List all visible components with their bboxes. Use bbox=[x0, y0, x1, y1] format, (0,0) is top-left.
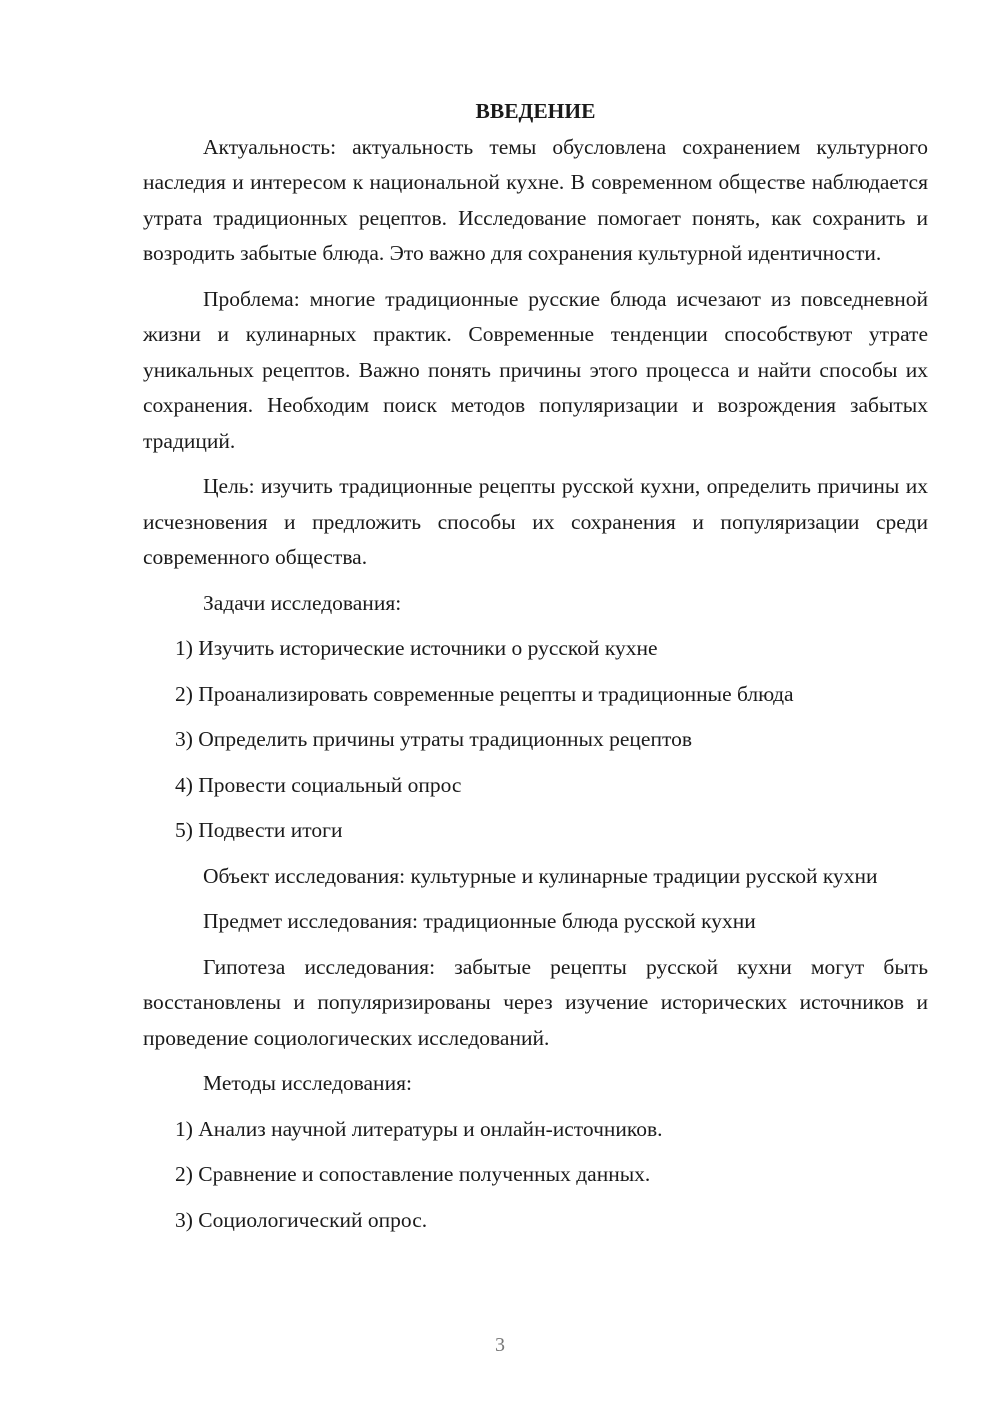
spacer bbox=[143, 459, 928, 469]
paragraph-relevance: Актуальность: актуальность темы обусловлена сохранением культурного наследия и интересом к национальной кухне. В современном обществе наблюдается утрата традиционных рецептов. Исследование помогает понять, как сохранить и возродить забытые блюда. Это важно для сохранения культурной идентичности. bbox=[143, 134, 928, 265]
paragraph-problem: Проблема: многие традиционные русские блюда исчезают из повседневной жизни и кулинарных практик. Современные тенденции способствуют утрате уникальных рецептов. Важно понять причины этого процесса и найти способы их сохранения. Необходим поиск методов популяризации и возрождения забытых традиций. bbox=[143, 286, 928, 453]
list-item-task: 2) Проанализировать современные рецепты и традиционные блюда bbox=[175, 681, 794, 706]
page-title: ВВЕДЕНИЕ bbox=[475, 99, 596, 123]
spacer bbox=[143, 894, 928, 904]
spacer bbox=[143, 1102, 928, 1112]
paragraph-subject: Предмет исследования: традиционные блюда русской кухни bbox=[203, 909, 756, 933]
paragraph-object: Объект исследования: культурные и кулинарные традиции русской кухни bbox=[203, 863, 878, 888]
spacer bbox=[143, 576, 928, 586]
list-item-method: 3) Социологический опрос. bbox=[175, 1207, 428, 1232]
page-number: 3 bbox=[495, 1334, 505, 1356]
spacer bbox=[143, 712, 928, 722]
document-page bbox=[143, 94, 928, 1238]
list-item-task: 5) Подвести итоги bbox=[175, 818, 343, 842]
tasks-heading: Задачи исследования: bbox=[203, 590, 402, 615]
spacer bbox=[143, 940, 928, 950]
spacer bbox=[143, 849, 928, 859]
list-item-method: 1) Анализ научной литературы и онлайн-источников. bbox=[175, 1116, 663, 1141]
list-item-method: 2) Сравнение и сопоставление полученных данных. bbox=[175, 1162, 651, 1186]
list-item-task: 4) Провести социальный опрос bbox=[175, 772, 462, 797]
spacer bbox=[143, 667, 928, 677]
methods-heading: Методы исследования: bbox=[203, 1071, 412, 1095]
spacer bbox=[143, 621, 928, 631]
spacer bbox=[143, 1056, 928, 1066]
paragraph-goal: Цель: изучить традиционные рецепты русской кухни, определить причины их исчезновения и предложить способы их сохранения и популяризации среди современного общества. bbox=[143, 474, 928, 569]
spacer bbox=[143, 272, 928, 282]
spacer bbox=[143, 1193, 928, 1203]
spacer bbox=[143, 1147, 928, 1157]
spacer bbox=[143, 758, 928, 768]
list-item-task: 3) Определить причины утраты традиционных рецептов bbox=[175, 727, 692, 751]
paragraph-hypothesis: Гипотеза исследования: забытые рецепты русской кухни могут быть восстановлены и популяризированы через изучение исторических источников и проведение социологических исследований. bbox=[143, 954, 928, 1050]
list-item-task: 1) Изучить исторические источники о русской кухне bbox=[175, 636, 658, 660]
spacer bbox=[143, 803, 928, 813]
